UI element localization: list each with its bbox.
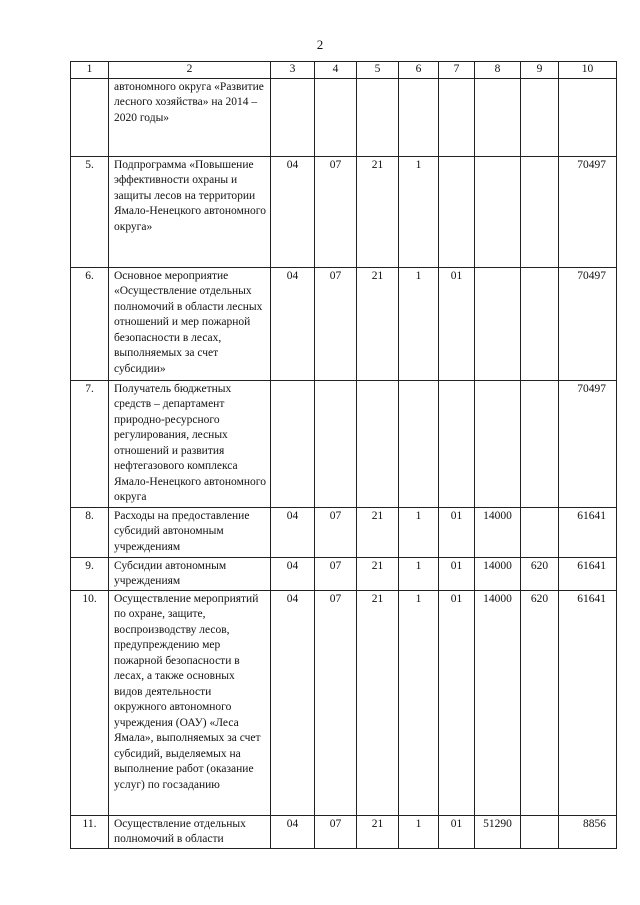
row-description: Осуществление отдельных полномочий в области (109, 815, 271, 848)
cell-col7 (439, 156, 475, 267)
cell-col8 (475, 156, 521, 267)
column-header: 6 (399, 62, 439, 79)
cell-col8: 14000 (475, 590, 521, 815)
cell-col3: 04 (271, 507, 315, 557)
cell-col9 (521, 380, 559, 507)
column-header: 10 (559, 62, 617, 79)
cell-col7: 01 (439, 507, 475, 557)
row-description: Расходы на предоставление субсидий автономным учреждениям (109, 507, 271, 557)
table-row (71, 590, 617, 815)
cell-col6: 1 (399, 590, 439, 815)
cell-col9 (521, 156, 559, 267)
row-number: 7. (71, 380, 109, 507)
budget-table (70, 61, 617, 849)
cell-col6: 1 (399, 507, 439, 557)
column-header: 2 (109, 62, 271, 79)
column-header: 7 (439, 62, 475, 79)
cell-col8 (475, 78, 521, 156)
cell-col7 (439, 380, 475, 507)
cell-col9 (521, 507, 559, 557)
cell-col9 (521, 267, 559, 380)
cell-col5: 21 (357, 267, 399, 380)
column-header: 5 (357, 62, 399, 79)
cell-col4: 07 (315, 267, 357, 380)
row-description: Подпрограмма «Повышение эффективности охраны и защиты лесов на территории Ямало-Ненецкого автономного округа» (109, 156, 271, 267)
cell-col6: 1 (399, 267, 439, 380)
cell-col6: 1 (399, 557, 439, 590)
cell-col8 (475, 267, 521, 380)
table-row (71, 380, 617, 507)
cell-col5 (357, 380, 399, 507)
cell-col8 (475, 380, 521, 507)
row-description: Субсидии автономным учреждениям (109, 557, 271, 590)
row-number: 9. (71, 557, 109, 590)
cell-col4: 07 (315, 557, 357, 590)
cell-col5: 21 (357, 557, 399, 590)
cell-col8: 51290 (475, 815, 521, 848)
cell-col9 (521, 815, 559, 848)
column-header: 1 (71, 62, 109, 79)
cell-col8: 14000 (475, 557, 521, 590)
header-row (71, 62, 617, 79)
cell-col10: 70497 (559, 156, 617, 267)
cell-col7: 01 (439, 557, 475, 590)
cell-col4: 07 (315, 590, 357, 815)
cell-col10: 8856 (559, 815, 617, 848)
cell-col10 (559, 78, 617, 156)
row-number: 8. (71, 507, 109, 557)
row-number: 6. (71, 267, 109, 380)
column-header: 8 (475, 62, 521, 79)
cell-col6 (399, 78, 439, 156)
row-description: автономного округа «Развитие лесного хозяйства» на 2014 – 2020 годы» (109, 78, 271, 156)
cell-col3 (271, 78, 315, 156)
row-description: Осуществление мероприятий по охране, защите, воспроизводству лесов, предупреждению мер пожарной безопасности в лесах, а также основных видов деятельности окружного автономного учреждения (ОАУ) «Леса Ямала», выполняемых за счет субсидий, выделяемых на выполнение работ (оказание услуг) по госзаданию (109, 590, 271, 815)
table-row (71, 557, 617, 590)
cell-col7: 01 (439, 590, 475, 815)
table-row (71, 156, 617, 267)
cell-col5: 21 (357, 507, 399, 557)
column-header: 3 (271, 62, 315, 79)
cell-col9: 620 (521, 557, 559, 590)
cell-col4: 07 (315, 815, 357, 848)
table-row (71, 267, 617, 380)
cell-col3: 04 (271, 557, 315, 590)
table-row (71, 78, 617, 156)
page-number: 2 (316, 37, 324, 52)
cell-col4: 07 (315, 156, 357, 267)
row-number: 10. (71, 590, 109, 815)
cell-col10: 61641 (559, 557, 617, 590)
cell-col9 (521, 78, 559, 156)
cell-col10: 70497 (559, 380, 617, 507)
cell-col3 (271, 380, 315, 507)
cell-col6 (399, 380, 439, 507)
cell-col9: 620 (521, 590, 559, 815)
row-description: Получатель бюджетных средств – департамент природно-ресурсного регулирования, лесных отношений и развития нефтегазового комплекса Ямало-Ненецкого автономного округа (109, 380, 271, 507)
cell-col7: 01 (439, 267, 475, 380)
cell-col7 (439, 78, 475, 156)
column-header: 4 (315, 62, 357, 79)
cell-col10: 61641 (559, 590, 617, 815)
cell-col4 (315, 380, 357, 507)
table-row (71, 507, 617, 557)
cell-col8: 14000 (475, 507, 521, 557)
cell-col3: 04 (271, 815, 315, 848)
column-header: 9 (521, 62, 559, 79)
row-number: 5. (71, 156, 109, 267)
cell-col6: 1 (399, 156, 439, 267)
cell-col10: 61641 (559, 507, 617, 557)
cell-col5: 21 (357, 815, 399, 848)
cell-col3: 04 (271, 156, 315, 267)
cell-col6: 1 (399, 815, 439, 848)
cell-col5: 21 (357, 590, 399, 815)
cell-col4: 07 (315, 507, 357, 557)
row-number (71, 78, 109, 156)
cell-col3: 04 (271, 267, 315, 380)
cell-col5: 21 (357, 156, 399, 267)
table-row (71, 815, 617, 848)
cell-col3: 04 (271, 590, 315, 815)
cell-col5 (357, 78, 399, 156)
cell-col7: 01 (439, 815, 475, 848)
row-number: 11. (71, 815, 109, 848)
row-description: Основное мероприятие «Осуществление отдельных полномочий в области лесных отношений и мер пожарной безопасности в лесах, выполняемых за счет субсидии» (109, 267, 271, 380)
cell-col4 (315, 78, 357, 156)
cell-col10: 70497 (559, 267, 617, 380)
